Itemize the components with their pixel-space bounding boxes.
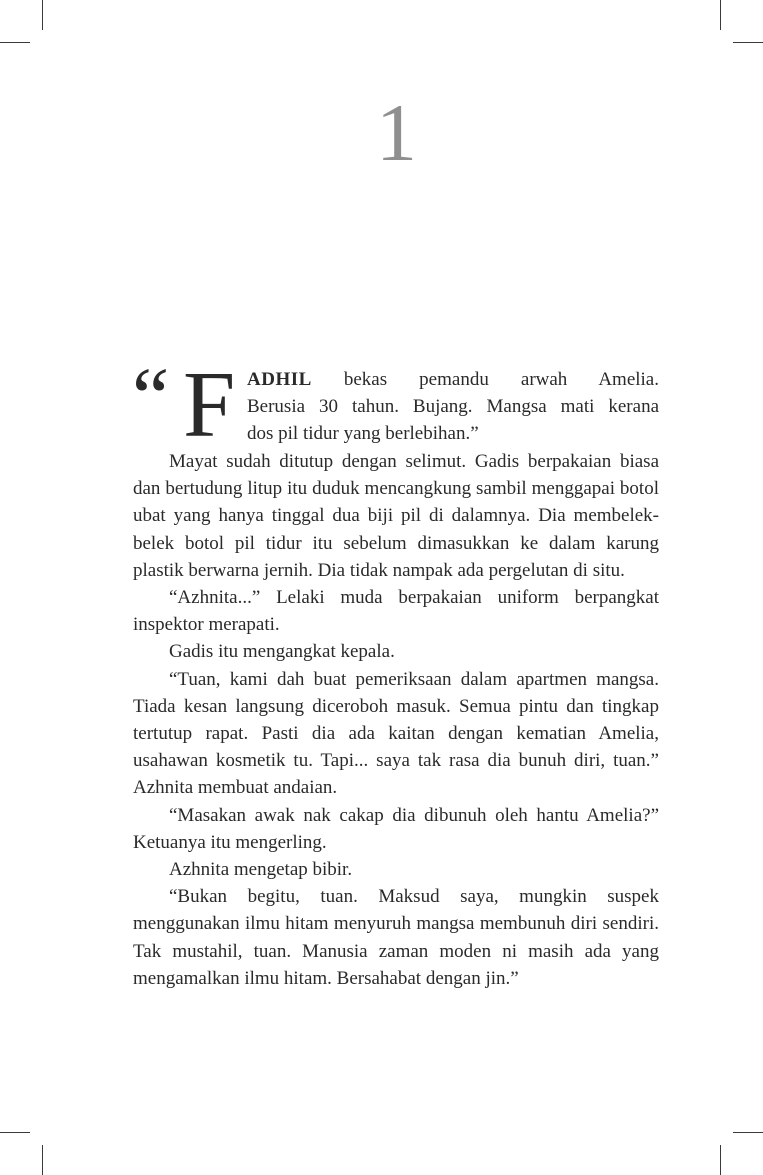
crop-mark-bottom-right-vertical (720, 1145, 721, 1175)
opening-line-1-rest: bekas pemandu arwah Amelia. (311, 369, 659, 390)
opening-text (247, 366, 659, 448)
crop-mark-top-right-horizontal (733, 42, 763, 43)
opening-quote-mark: “ (132, 351, 164, 444)
paragraph: Azhnita mengetap bibir. (169, 859, 353, 881)
crop-mark-top-left-vertical (42, 0, 43, 30)
paragraph: “Masakan awak nak cakap dia dibunuh oleh hantu Amelia?” Ketuanya itu mengerling. (133, 804, 659, 853)
crop-mark-top-left-horizontal (0, 42, 30, 43)
lead-word: ADHIL (247, 369, 312, 390)
drop-cap-letter: F (183, 353, 236, 457)
chapter-body (132, 351, 659, 992)
crop-mark-bottom-left-horizontal (0, 1132, 30, 1133)
chapter-number: 1 (376, 87, 417, 178)
crop-mark-top-right-vertical (720, 0, 721, 30)
opening-paragraph (132, 351, 659, 457)
opening-line-3: dos pil tidur yang berlebihan.” (247, 423, 479, 445)
crop-mark-bottom-right-horizontal (733, 1132, 763, 1133)
opening-line-2: Berusia 30 tahun. Bujang. Mangsa mati kerana (247, 396, 659, 418)
paragraph: “Azhnita...” Lelaki muda berpakaian uniform berpangkat inspektor merapati. (133, 587, 659, 636)
opening-line-1 (247, 366, 659, 393)
crop-mark-bottom-left-vertical (42, 1145, 43, 1175)
paragraph: “Bukan begitu, tuan. Maksud saya, mungkin suspek menggunakan ilmu hitam menyuruh mangsa membunuh diri sendiri. Tak mustahil, tuan. Manusia zaman moden ni masih ada yang mengamalkan ilmu hitam. Bersahabat dengan jin.” (133, 886, 659, 989)
paragraph: “Tuan, kami dah buat pemeriksaan dalam apartmen mangsa. Tiada kesan langsung diceroboh masuk. Semua pintu dan tingkap tertutup rapat. Pasti dia ada kaitan dengan kematian Amelia, usahawan kosmetik tu. Tapi... saya tak rasa dia bunuh diri, tuan.” Azhnita membuat andaian. (133, 668, 659, 799)
paragraph: Mayat sudah ditutup dengan selimut. Gadis berpakaian biasa dan bertudung litup itu duduk mencangkung sambil menggapai botol ubat yang hanya tinggal dua biji pil di dalamnya. Dia membelek-belek botol pil tidur itu sebelum dimasukkan ke dalam karung plastik berwarna jernih. Dia tidak nampak ada pergelutan di situ. (133, 451, 659, 581)
paragraph: Gadis itu mengangkat kepala. (169, 641, 395, 663)
